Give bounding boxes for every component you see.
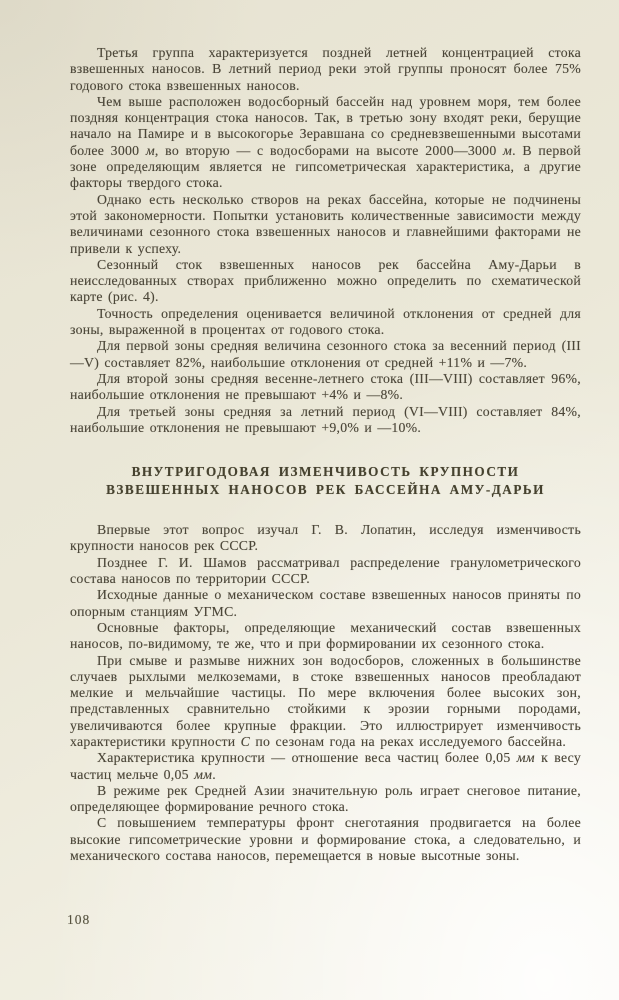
paragraph: Впервые этот вопрос изучал Г. В. Лопатин, исследуя изменчивость крупности наносов рек СССР. (70, 522, 581, 554)
paragraph: Характеристика крупности — отношение веса частиц более 0,05 мм к весу частиц мельче 0,05 мм. (70, 750, 581, 782)
section-heading-line-1: ВНУТРИГОДОВАЯ ИЗМЕНЧИВОСТЬ КРУПНОСТИ (131, 464, 520, 480)
paragraph: Исходные данные о механическом составе взвешенных наносов приняты по опорным станциям УГМС. (70, 587, 581, 619)
section-heading-line-2: ВЗВЕШЕННЫХ НАНОСОВ РЕК БАССЕЙНА АМУ-ДАРЬИ (106, 481, 545, 497)
paragraph: Точность определения оценивается величиной отклонения от средней для зоны, выраженной в процентах от годового стока. (70, 305, 581, 338)
paragraph: В режиме рек Средней Азии значительную роль играет снеговое питание, определяющее формирование речного стока. (70, 782, 581, 815)
paragraph: Сезонный сток взвешенных наносов рек бассейна Аму-Дарьи в неисследованных створах приближенно можно определить по схематической карте (рис. 4). (70, 256, 581, 305)
paragraph: Для второй зоны средняя весенне-летнего стока (III—VIII) составляет 96%, наибольшие отклонения не превышают +4% и —8%. (70, 370, 581, 403)
paragraph: Третья группа характеризуется поздней летней концентрацией стока взвешенных наносов. В летний период реки этой группы проносят более 75% годового стока взвешенных наносов. (70, 45, 581, 93)
page-number: 108 (67, 912, 91, 927)
paragraph: Однако есть несколько створов на реках бассейна, которые не подчинены этой закономерности. Попытки установить количественные зависимости между величинами сезонного стока взвешенных наносов и главнейшими факторами не привели к успеху. (70, 191, 581, 256)
section-heading (70, 463, 581, 498)
paragraph: Основные факторы, определяющие механический состав взвешенных наносов, по-видимому, те же, что и при формировании их сезонного стока. (70, 619, 581, 652)
paragraph: Чем выше расположен водосборный бассейн над уровнем моря, тем более поздняя концентрация стока наносов. Так, в третью зону входят реки, берущие начало на Памире и в высокогорье Зеравшана со средневзвешенными высотами более 3000 м, во вторую — с водосборами на высоте 2000—3000 м. В первой зоне определяющим является не гипсометрическая характеристика, а другие факторы твердого стока. (70, 93, 581, 191)
paragraph: Для первой зоны средняя величина сезонного стока за весенний период (III—V) составляет 82%, наибольшие отклонения от средней +11% и —7%. (70, 338, 581, 370)
paragraph: Для третьей зоны средняя за летний период (VI—VIII) составляет 84%, наибольшие отклонения не превышают +9,0% и —10%. (70, 403, 581, 435)
text-column (70, 45, 581, 864)
paragraph: Позднее Г. И. Шамов рассматривал распределение гранулометрического состава наносов по территории СССР. (70, 554, 581, 587)
paragraph: При смыве и размыве нижних зон водосборов, сложенных в большинстве случаев рыхлыми мелкоземами, в стоке взвешенных наносов преобладают мелкие и мельчайшие частицы. По мере включения более высоких зон, представленных сравнительно стойкими к эрозии горными породами, увеличиваются более крупные фракции. Это иллюстрирует изменчивость характеристики крупности С по сезонам года на реках исследуемого бассейна. (70, 652, 581, 749)
paragraph: С повышением температуры фронт снеготаяния продвигается на более высокие гипсометрические уровни и формирование стока, а следовательно, и механического состава наносов, перемещается в новые высотные зоны. (70, 815, 581, 864)
